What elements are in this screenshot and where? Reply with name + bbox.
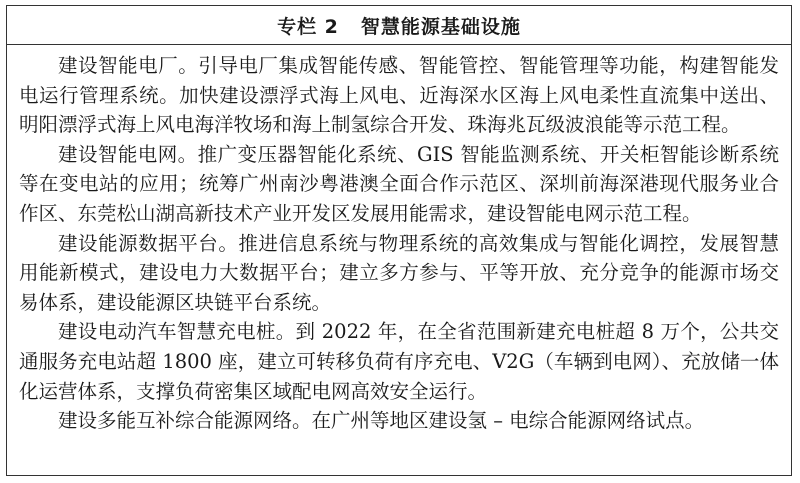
box-title: 智慧能源基础设施 [360, 15, 521, 38]
column-box [6, 5, 792, 476]
paragraph-smart-power-plant: 建设智能电厂。引导电厂集成智能传感、智能管控、智能管理等功能，构建智能发电运行管理系统。加快建设漂浮式海上风电、近海深水区海上风电柔性直流集中送出、明阳漂浮式海上风电海洋牧场和海上制氢综合开发、珠海兆瓦级波浪能等示范工程。 [19, 54, 779, 137]
paragraph-energy-data-platform: 建设能源数据平台。推进信息系统与物理系统的高效集成与智能化调控，发展智慧用能新模式，建设电力大数据平台；建立多方参与、平等开放、充分竞争的能源市场交易体系，建设能源区块链平台系统。 [19, 231, 779, 314]
box-content [7, 45, 791, 436]
paragraph-multi-energy-network: 建设多能互补综合能源网络。在广州等地区建设氢 – 电综合能源网络试点。 [58, 409, 705, 433]
box-label: 专栏 2 [277, 15, 339, 38]
paragraph-ev-charging: 建设电动汽车智慧充电桩。到 2022 年，在全省范围新建充电桩超 8 万个，公共交通服务充电站超 1800 座，建立可转移负荷有序充电、V2G（车辆到电网）、充放储一体化运营体系，支撑负荷密集区域配电网高效安全运行。 [19, 320, 779, 403]
paragraph-smart-grid: 建设智能电网。推广变压器智能化系统、GIS 智能监测系统、开关柜智能诊断系统等在变电站的应用；统筹广州南沙粤港澳全面合作示范区、深圳前海深港现代服务业合作区、东莞松山湖高新技术产业开发区发展用能需求，建设智能电网示范工程。 [19, 142, 779, 225]
box-title-row [7, 6, 791, 45]
